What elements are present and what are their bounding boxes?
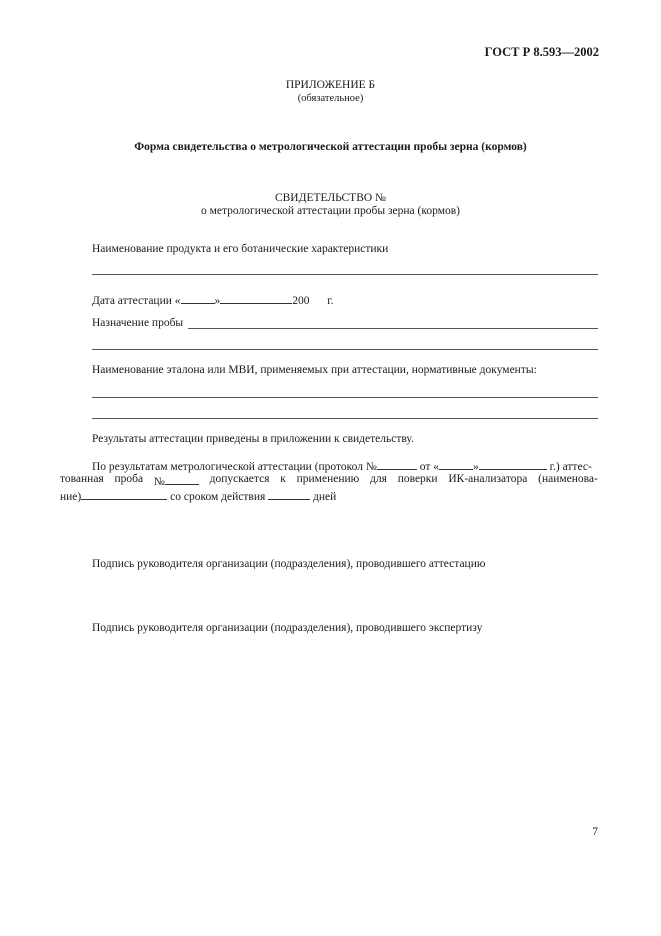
conclusion-line-2 [60, 473, 598, 488]
page-number: 7 [592, 826, 598, 838]
date-day-blank [181, 292, 215, 304]
date-row [92, 292, 334, 307]
appendix-note: (обязательное) [297, 93, 364, 104]
conclusion-line-3 [60, 488, 566, 503]
conclusion-validity-label: со сроком действия [170, 491, 266, 503]
protocol-month-blank [479, 458, 547, 470]
date-open-quote: « [174, 295, 181, 307]
product-name-line [92, 274, 598, 275]
purpose-label: Назначение пробы [92, 317, 184, 329]
results-text: Результаты аттестации приведены в приложении к свидетельству. [92, 433, 414, 445]
date-close-quote: » [214, 295, 221, 307]
date-month-blank [220, 292, 292, 304]
signature-attestation: Подпись руководителя организации (подразделения), проводившего аттестацию [92, 558, 486, 570]
word: применению [296, 473, 360, 485]
number-sign: № [153, 476, 165, 488]
conclusion-line-1 [92, 458, 598, 473]
conclusion-protocol-label: По результатам метрологической аттестации (протокол № [92, 461, 377, 473]
certificate-subtitle: о метрологической аттестации пробы зерна (кормов) [201, 205, 460, 217]
date-year-prefix: 200 [292, 295, 310, 307]
certificate-title: СВИДЕТЕЛЬСТВО № [274, 192, 387, 204]
word: (наименова- [538, 473, 598, 485]
conclusion-close-quote: » [472, 461, 479, 473]
conclusion-name-end: ние) [60, 491, 82, 503]
conclusion-paragraph [60, 458, 598, 503]
sample-number [154, 473, 199, 488]
word: к [280, 473, 286, 485]
analyzer-name-blank [81, 488, 167, 500]
word: ИК-анализатора [448, 473, 528, 485]
purpose-line-1 [188, 328, 598, 329]
word: проба [114, 473, 144, 485]
date-label: Дата аттестации [92, 295, 172, 307]
validity-days-blank [268, 488, 310, 500]
conclusion-days-label: дней [313, 491, 337, 503]
word: поверки [397, 473, 438, 485]
word: для [370, 473, 387, 485]
signature-expertise: Подпись руководителя организации (подразделения), проводившего экспертизу [92, 622, 483, 634]
form-title: Форма свидетельства о метрологической аттестации пробы зерна (кормов) [134, 141, 527, 153]
purpose-line-2 [92, 349, 598, 350]
conclusion-from-label: от « [419, 461, 439, 473]
word: тованная [60, 473, 104, 485]
standard-header: ГОСТ Р 8.593—2002 [484, 45, 599, 59]
date-year-suffix: г. [327, 295, 334, 307]
standard-label: Наименование эталона или МВИ, применяемых при аттестации, нормативные документы: [92, 364, 537, 376]
protocol-day-blank [439, 458, 473, 470]
word: допускается [209, 473, 270, 485]
sample-number-blank [165, 473, 199, 485]
product-name-label: Наименование продукта и его ботанические характеристики [92, 243, 389, 255]
standard-line-2 [92, 418, 598, 419]
protocol-number-blank [377, 458, 417, 470]
appendix-title: ПРИЛОЖЕНИЕ Б [285, 79, 376, 91]
standard-line-1 [92, 397, 598, 398]
conclusion-year-label: г.) аттес- [549, 461, 592, 473]
